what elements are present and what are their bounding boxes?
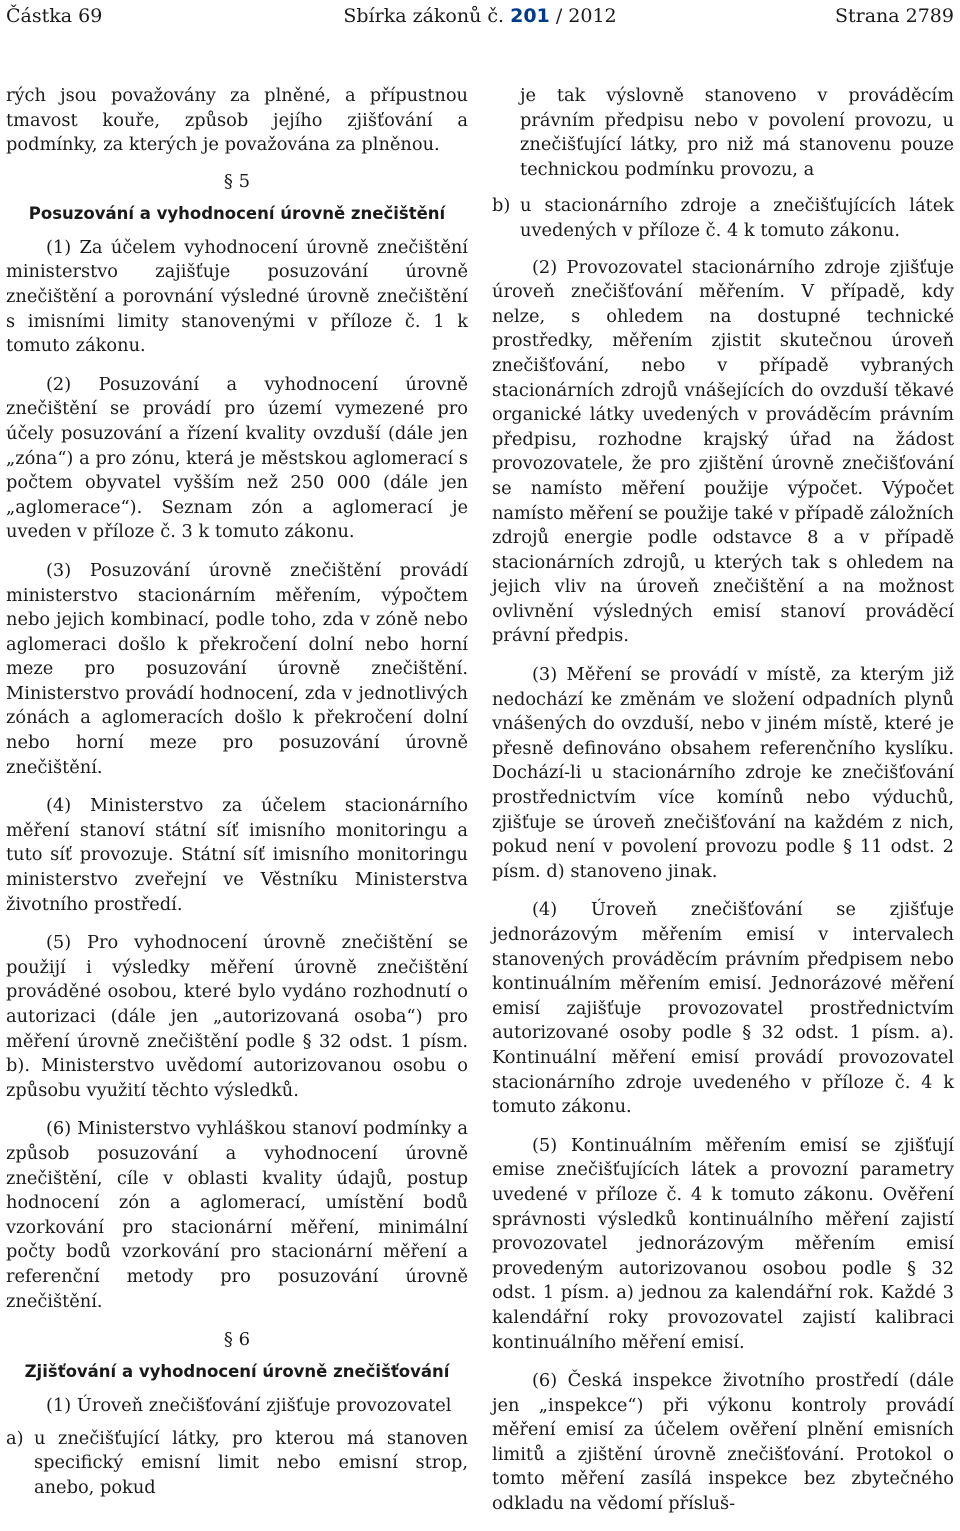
section-5-paragraph-3: (3) Posuzování úrovně znečištění provádí ministerstvo stacionárním měřením, výpočtem nebo jejich kombinací, podle toho, zda v zóně nebo aglomeraci došlo k překročení dolní nebo horní meze pro posuzování úrovně znečištění. Ministerstvo provádí hodnocení, zda v jednotlivých zónách a aglomeracích došlo k překročení dolní nebo horní meze pro posuzování úrovně znečištění. bbox=[6, 559, 468, 778]
section-5-paragraph-1: (1) Za účelem vyhodnocení úrovně znečištění ministerstvo zajišťuje posuzování úrovně znečištění a porovnání výsledné úrovně znečištění s imisními limity stanovenými v příloze č. 1 k tomuto zákonu. bbox=[6, 236, 468, 357]
continued-paragraph: rých jsou považovány za plněné, a přípustnou tmavost kouře, způsob jejího zjišťování a podmínky, za kterých je považována za plněnou. bbox=[6, 85, 468, 156]
list-item-a-continuation-text: je tak výslovně stanoveno v prováděcím právním předpisu nebo v povolení provozu, u znečišťující látky, pro niž má stanovenu pouze technickou podmínku provozu, a bbox=[520, 85, 954, 180]
header-collection-number: 201 bbox=[510, 5, 550, 27]
section-6-number: § 6 bbox=[223, 1329, 251, 1351]
section-6-paragraph-2: (2) Provozovatel stacionárního zdroje zjišťuje úroveň znečišťování měřením. V případě, kdy nelze, s ohledem na dostupné technické prostředky, měřením zjistit skutečnou úroveň znečišťování, nebo v případě vybraných stacionárních zdrojů vnášejících do ovzduší těkavé organické látky uvedených v prováděcím právním předpisu, rozhodne krajský úřad na žádost provozovatele, že pro zjištění úrovně znečišťování se namísto měření použije výpočet. Výpočet namísto měření se použije také v případě záložních zdrojů energie podle odstavce 8 a v případě stacionárních zdrojů, u kterých tak s ohledem na jejich vliv na úroveň znečištění a na možnost ovlivnění výsledných emisí stanoví prováděcí právní předpis. bbox=[492, 256, 954, 647]
section-6-paragraph-6: (6) Česká inspekce životního prostředí (dále jen „inspekce“) při výkonu kontroly provádí měření emisí za účelem ověření plnění emisních limitů a zjištění úrovně znečišťování. Protokol o tomto měření zasílá inspekce bez zbytečného odkladu na vědomí přísluš- bbox=[492, 1370, 954, 1515]
section-5-number: § 5 bbox=[223, 170, 251, 192]
list-item-b-text: u stacionárního zdroje a znečišťujících látek uvedených v příloze č. 4 k tomuto zákonu. bbox=[520, 195, 954, 241]
header-issue-part: Částka 69 bbox=[6, 5, 103, 27]
section-5-paragraph-2: (2) Posuzování a vyhodnocení úrovně znečištění se provádí pro území vymezené pro účely posuzování a řízení kvality ovzduší (dále jen „zóna“) a pro zónu, která je městskou aglomerací s počtem obyvatel vyšším než 250 000 (dále jen „aglomerace“). Seznam zón a aglomerací je uveden v příloze č. 3 k tomuto zákonu. bbox=[6, 373, 468, 543]
section-5-paragraph-6: (6) Ministerstvo vyhláškou stanoví podmínky a způsob posuzování a vyhodnocení úrovně znečištění, cíle v oblasti kvality údajů, postup hodnocení zón a aglomerací, umístění bodů vzorkování pro stacionární měření, minimální počty bodů vzorkování pro stacionární měření a referenční metody pro posuzování úrovně znečištění. bbox=[6, 1118, 468, 1312]
header-collection-prefix: Sbírka zákonů č. bbox=[343, 5, 505, 27]
section-5-paragraph-5: (5) Pro vyhodnocení úrovně znečištění se použijí i výsledky měření úrovně znečištění prováděné osobou, které bylo vydáno rozhodnutí o autorizaci (dále jen „autorizovaná osoba“) pro měření úrovně znečištění podle § 32 odst. 1 písm. b). Ministerstvo uvědomí autorizovanou osobu o způsobu využití těchto výsledků. bbox=[6, 932, 468, 1101]
section-5-title: Posuzování a vyhodnocení úrovně znečištění bbox=[28, 203, 446, 223]
section-6-title: Zjišťování a vyhodnocení úrovně znečišťování bbox=[24, 1362, 450, 1382]
right-column bbox=[492, 84, 954, 1531]
left-column bbox=[6, 84, 468, 1513]
list-item-b-marker: b) bbox=[492, 195, 511, 217]
header-collection-year: / 2012 bbox=[555, 5, 617, 27]
section-5-paragraph-4: (4) Ministerstvo za účelem stacionárního měření stanoví státní síť imisního monitoringu a tuto síť provozuje. Státní síť imisního monitoringu ministerstvo zveřejní ve Věstníku Ministerstva životního prostředí. bbox=[6, 795, 468, 915]
header-page-number: Strana 2789 bbox=[834, 5, 954, 27]
list-item-a-marker: a) bbox=[6, 1427, 24, 1449]
list-item-a bbox=[6, 1427, 468, 1501]
section-6-paragraph-1: (1) Úroveň znečišťování zjišťuje provozovatel bbox=[46, 1395, 452, 1417]
list-item-a-text: u znečišťující látky, pro kterou má stanoven specifický emisní limit nebo emisní strop, anebo, pokud bbox=[34, 1427, 468, 1498]
header-collection bbox=[0, 3, 960, 29]
section-6-paragraph-5: (5) Kontinuálním měřením emisí se zjišťují emise znečišťujících látek a provozní parametry uvedené v příloze č. 4 k tomuto zákonu. Ověření správnosti výsledků kontinuálního měření zajistí provozovatel jednorázovým měřením emisí provedeným autorizovanou osobou podle § 32 odst. 1 písm. a) jednou za kalendářní rok. Každé 3 kalendářní roky provozovatel zajistí kalibraci kontinuálního měření emisí. bbox=[492, 1134, 954, 1353]
list-item-b bbox=[492, 194, 954, 243]
section-6-paragraph-3: (3) Měření se provádí v místě, za kterým již nedochází ke změnám ve složení odpadních plynů vnášených do ovzduší, nebo v jiném místě, které je přesně definováno obsahem referenčního kyslíku. Dochází-li u stacionárního zdroje ke znečišťování prostřednictvím více komínů nebo výduchů, zjišťuje se úroveň znečišťování na každém z nich, pokud není v povolení provozu podle § 11 odst. 2 písm. d) stanoveno jinak. bbox=[492, 664, 954, 882]
section-6-paragraph-4: (4) Úroveň znečišťování se zjišťuje jednorázovým měřením emisí v intervalech stanovených prováděcím právním předpisem nebo kontinuálním měřením emisí. Jednorázové měření emisí zajišťuje provozovatel prostřednictvím autorizované osoby podle § 32 odst. 1 písm. a). Kontinuální měření emisí provádí provozovatel stacionárního zdroje uvedeného v příloze č. 4 k tomuto zákonu. bbox=[492, 899, 954, 1118]
list-item-a-continuation bbox=[492, 84, 954, 182]
